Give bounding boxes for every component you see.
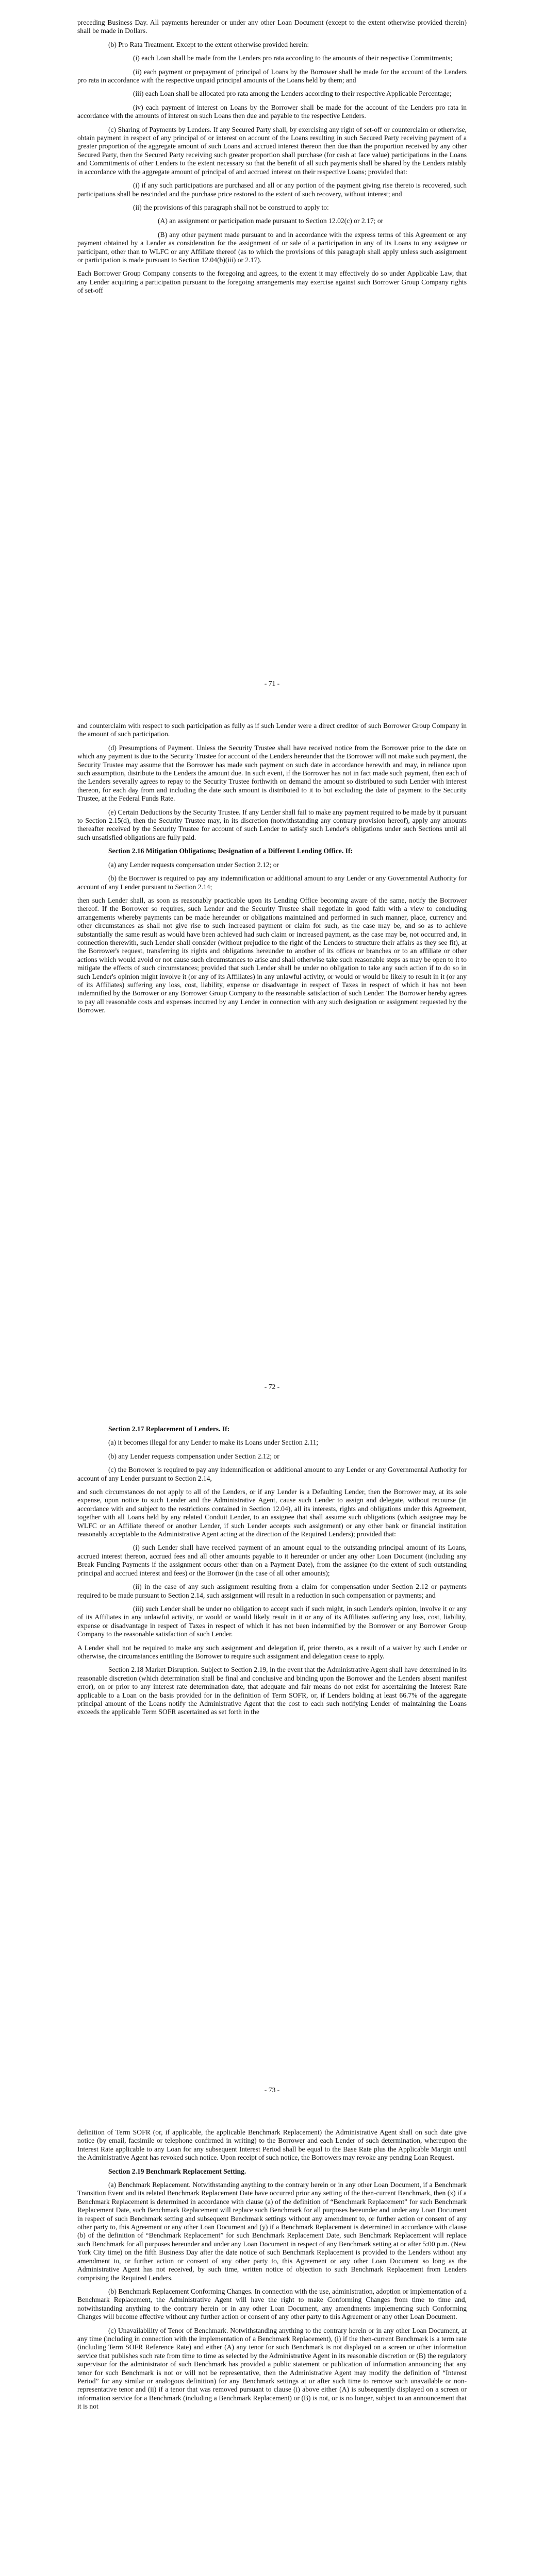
paragraph-clause-c: (c) the Borrower is required to pay any indemnification or additional amount to any Lender or any Governmental Authority for account of any Lender pursuant to Section 2.14,	[77, 1466, 467, 1482]
document-page-74	[0, 2110, 544, 2576]
paragraph-clause-b: (b) any Lender requests compensation under Section 2.12; or	[108, 1452, 279, 1460]
paragraph: and such circumstances do not apply to all of the Lenders, or if any Lender is a Defaulting Lender, then the Borrower may, at its sole expense, upon notice to such Lender and the Administrative Agent, cause such Lender to assign and delegate, without recourse (in accordance with and subject to the restrictions contained in Section 12.04), all its interests, rights and obligations under this Agreement, together with all Loans held by any related Conduit Lender, to an assignee that shall assume such obligations (which assignee may be WLFC or an Affiliate thereof or another Lender, if such Lender accepts such assignment) or any other bank or financial institution reasonably acceptable to the Administrative Agent acting at the direction of the Required Lenders); provided that:	[77, 1488, 467, 1538]
section-heading-2-16: Section 2.16 Mitigation Obligations; Designation of a Different Lending Office. If:	[108, 847, 353, 855]
paragraph-unavailability-tenor: (c) Unavailability of Tenor of Benchmark. Notwithstanding anything to the contrary herein or in any other Loan Document, at any time (including in connection with the implementation of a Benchmark Replacement), (i) if the then-current Benchmark is a term rate (including Term SOFR Reference Rate) and either (A) any tenor for such Benchmark is not displayed on a screen or other information service that publishes such rate from time to time as selected by the Administrative Agent in its reasonable discretion or (B) the regulatory supervisor for the administrator of such Benchmark has provided a public statement or publication of information announcing that any tenor for such Benchmark is not or will not be representative, then the Administrative Agent may modify the definition of “Interest Period” for any similar or analogous definition) for any Benchmark settings at or after such time to remove such unavailable or non-representative tenor and (ii) if a tenor that was removed pursuant to clause (i) above either (A) is subsequently displayed on a screen or information service for a Benchmark (including a Benchmark Replacement) or (B) is not, or is no longer, subject to an announcement that it is not	[77, 2326, 467, 2411]
document-page-72	[0, 703, 544, 1406]
paragraph-clause-i: (i) each Loan shall be made from the Lenders pro rata according to the amounts of their respective Commitments;	[133, 54, 453, 62]
section-heading-2-17: Section 2.17 Replacement of Lenders. If:	[108, 1425, 230, 1433]
paragraph-clause-a: (a) it becomes illegal for any Lender to make its Loans under Section 2.11;	[108, 1438, 319, 1447]
section-heading-2-19: Section 2.19 Benchmark Replacement Setting.	[108, 2167, 246, 2175]
page-number: - 73 -	[264, 2086, 280, 2094]
paragraph-certain-deductions: (e) Certain Deductions by the Security Trustee. If any Lender shall fail to make any payment required to be made by it pursuant to Section 2.15(d), then the Security Trustee may, in its discretion (notwithstanding any contrary provision hereof), apply any amounts thereafter received by the Security Trustee for account of such Lender to satisfy such Lender's obligations under such Sections until all such unsatisfied obligations are fully paid.	[77, 808, 467, 841]
paragraph: A Lender shall not be required to make any such assignment and delegation if, prior thereto, as a result of a waiver by such Lender or otherwise, the circumstances entitling the Borrower to require such assignment and delegation cease to apply.	[77, 1643, 467, 1660]
paragraph-clause-iii: (iii) each Loan shall be allocated pro rata among the Lenders according to their respective Applicable Percentage;	[133, 90, 452, 98]
paragraph-pro-rata-heading: (b) Pro Rata Treatment. Except to the extent otherwise provided herein:	[108, 40, 309, 48]
paragraph-clause-ii: (ii) in the case of any such assignment resulting from a claim for compensation under Section 2.12 or payments required to be made pursuant to Section 2.14, such assignment will result in a reduction in such compensation or payments; and	[77, 1583, 467, 1599]
paragraph-clause-i: (i) such Lender shall have received payment of an amount equal to the outstanding principal amount of its Loans, accrued interest thereon, accrued fees and all other amounts payable to it hereunder or under any other Loan Document (including any Break Funding Payments if the assignment occurs other than on a Payment Date), from the assignee (to the extent of such outstanding principal and accrued interest and fees) or the Borrower (in the case of all other amounts);	[77, 1544, 467, 1577]
paragraph-clause-iii: (iii) such Lender shall be under no obligation to accept such if such might, in such Lender's opinion, involve it or any of its Affiliates in any unlawful activity, or would or would likely result in it or any of its Affiliates suffering any loss, cost, liability, expense or disadvantage in respect of Taxes in respect of which it has not been indemnified by the Borrower or any Borrower Group Company to the reasonable satisfaction of such Lender.	[77, 1604, 467, 1638]
paragraph: Each Borrower Group Company consents to the foregoing and agrees, to the extent it may effectively do so under Applicable Law, that any Lender acquiring a participation pursuant to the foregoing arrangements may exercise against such Borrower Group Company rights of set-off	[77, 269, 467, 295]
paragraph-presumptions-payment: (d) Presumptions of Payment. Unless the Security Trustee shall have received notice from the Borrower prior to the date on which any payment is due to the Security Trustee for account of the Lenders hereunder that the Borrower will not make such payment, the Security Trustee may assume that the Borrower has made such payment on such date in accordance herewith and may, in reliance upon such assumption, distribute to the Lenders the amount due. In such event, if the Borrower has not in fact made such payment, then each of the Lenders severally agrees to repay to the Security Trustee forthwith on demand the amount so distributed to such Lender with interest thereon, for each day from and including the date such amount is distributed to it to but excluding the date of payment to the Security Trustee, at the Federal Funds Rate.	[77, 743, 467, 803]
paragraph-clause-ii: (ii) each payment or prepayment of principal of Loans by the Borrower shall be made for the account of the Lenders pro rata in accordance with the respective unpaid principal amounts of the Loans held by them; and	[77, 67, 467, 84]
page-body	[77, 1425, 467, 2079]
page-body	[77, 2128, 467, 2576]
paragraph: then such Lender shall, as soon as reasonably practicable upon its Lending Office becoming aware of the same, notify the Borrower thereof. If the Borrower so requires, such Lender and the Security Trustee shall negotiate in good faith with a view to concluding arrangements whereby payments can be made hereunder or obligations maintained and performed in such manner, place, currency and other circumstances as shall not give rise to such increased payment or claim for such, as the case may be, and so as to achieve substantially the same result as would have been achieved had such claim or increased payment, as the case may be, not occurred and, in connection therewith, such Lender shall consider (without prejudice to the right of the Lenders to structure their affairs as they see fit), at the Borrower's request, transferring its rights and obligations hereunder to another of its offices or branches or to an affiliate or other actions which would avoid or not cause such circumstances to arise and shall otherwise take such reasonable steps as may be open to it to mitigate the effects of such circumstances; provided that such Lender shall be under no obligation to take any such action if to do so in such Lender's opinion might involve it (or any of its Affiliates) in any unlawful activity, or would or would be likely to result in it (or any of its Affiliates) suffering any loss, cost, liability, expense or disadvantage in respect of Taxes in respect of which it has not been indemnified by the Borrower or any Borrower Group Company to the reasonable satisfaction of such Lender. The Borrower hereby agrees to pay all reasonable costs and expenses incurred by any Lender in connection with any such designation or assignment requested by the Borrower.	[77, 896, 467, 1014]
page-body	[77, 722, 467, 1376]
paragraph-clause-a: (a) any Lender requests compensation under Section 2.12; or	[108, 860, 279, 869]
paragraph: definition of Term SOFR (or, if applicable, the applicable Benchmark Replacement) the Administrative Agent shall on such date give notice (by email, facsimile or telephone confirmed in writing) to the Borrower and each Lender of such determination, whereupon the Interest Rate applicable to any Loan for any subsequent Interest Period shall be equal to the Base Rate plus the Applicable Margin until the Administrative Agent has revoked such notice. Upon receipt of such notice, the Borrowers may revoke any pending Loan Request.	[77, 2128, 467, 2162]
paragraph-conforming-changes: (b) Benchmark Replacement Conforming Changes. In connection with the use, administration, adoption or implementation of a Benchmark Replacement, the Administrative Agent will have the right to make Conforming Changes from time to time and, notwithstanding anything to the contrary herein or in any other Loan Document, any amendments implementing such Conforming Changes will become effective without any further action or consent of any other party to this Agreement or any other Loan Document.	[77, 2287, 467, 2321]
paragraph: and counterclaim with respect to such participation as fully as if such Lender were a direct creditor of such Borrower Group Company in the amount of such participation.	[77, 722, 467, 738]
paragraph-clause-b: (b) the Borrower is required to pay any indemnification or additional amount to any Lender or any Governmental Authority for account of any Lender pursuant to Section 2.14;	[77, 874, 467, 891]
page-number: - 71 -	[264, 680, 280, 687]
paragraph-clause-ii: (ii) the provisions of this paragraph shall not be construed to apply to:	[133, 203, 329, 211]
page-number: - 72 -	[264, 1383, 280, 1391]
paragraph-clause-a: (A) an assignment or participation made pursuant to Section 12.02(c) or 2.17; or	[158, 217, 384, 225]
paragraph-clause-i: (i) if any such participations are purchased and all or any portion of the payment giving rise thereto is recovered, such participations shall be rescinded and the purchase price restored to the extent of such recovery, without interest; and	[77, 181, 467, 198]
paragraph: preceding Business Day. All payments hereunder or under any other Loan Document (except to the extent otherwise provided therein) shall be made in Dollars.	[77, 19, 467, 35]
paragraph-benchmark-replacement: (a) Benchmark Replacement. Notwithstanding anything to the contrary herein or in any other Loan Document, if a Benchmark Transition Event and its related Benchmark Replacement Date have occurred prior any setting of the then-current Benchmark, then (x) if a Benchmark Replacement is determined in accordance with clause (a) of the definition of “Benchmark Replacement” for such Benchmark Replacement Date, such Benchmark Replacement will replace such Benchmark for all purposes hereunder and under any Loan Document in respect of such Benchmark setting and subsequent Benchmark settings without any amendment to, or further action or consent of any other party to, this Agreement or any other Loan Document and (y) if a Benchmark Replacement is determined in accordance with clause (b) of the definition of “Benchmark Replacement” for such Benchmark Replacement Date, such Benchmark Replacement will replace such Benchmark for all purposes hereunder and under any Loan Document in respect of any Benchmark setting at or after 5:00 p.m. (New York City time) on the fifth Business Day after the date notice of such Benchmark Replacement is provided to the Lenders without any amendment to, or further action or consent of any other party to, this Agreement or any other Loan Document so long as the Administrative Agent has not received, by such time, written notice of objection to such Benchmark Replacement from Lenders comprising the Required Lenders.	[77, 2181, 467, 2282]
paragraph-clause-b: (B) any other payment made pursuant to and in accordance with the express terms of this Agreement or any payment obtained by a Lender as consideration for the assignment of or sale of a participation in any of its Loans to any assignee or participant, other than to WLFC or any Affiliate thereof (as to which the provisions of this paragraph shall apply unless such assignment or participation is made pursuant to Section 12.04(b)(iii) or 2.17).	[77, 230, 467, 264]
document-page-71	[0, 0, 544, 703]
section-2-18-market-disruption: Section 2.18 Market Disruption. Subject to Section 2.19, in the event that the Administrative Agent shall have determined in its reasonable discretion (which determination shall be final and conclusive and binding upon the Borrower and the Lenders absent manifest error), on or prior to any interest rate determination date, that adequate and fair means do not exist for ascertaining the Interest Rate applicable to a Loan on the basis provided for in the definition of Term SOFR, or, if Lenders holding at least 66.7% of the aggregate principal amount of the Loans notify the Administrative Agent that the cost to each such notifying Lender of maintaining the Loans exceeds the applicable Term SOFR ascertained as set forth in the	[77, 1666, 467, 1716]
paragraph-clause-iv: (iv) each payment of interest on Loans by the Borrower shall be made for the account of the Lenders pro rata in accordance with the amounts of interest on such Loans then due and payable to the respective Lenders.	[77, 103, 467, 120]
document-page-73	[0, 1406, 544, 2110]
page-body	[77, 19, 467, 672]
paragraph-sharing-payments: (c) Sharing of Payments by Lenders. If any Secured Party shall, by exercising any right of set-off or counterclaim or otherwise, obtain payment in respect of any principal of or interest on account of the Loans resulting in such Secured Party receiving payment of a greater proportion of the aggregate amount of such Loans and accrued interest thereon then due than the proportion received by any other Secured Party, then the Secured Party receiving such greater proportion shall purchase (for cash at face value) participations in the Loans and Commitments of other Lenders to the extent necessary so that the benefit of all such payments shall be shared by the Lenders ratably in accordance with the aggregate amount of principal of and accrued interest on their respective Loans; provided that:	[77, 125, 467, 176]
